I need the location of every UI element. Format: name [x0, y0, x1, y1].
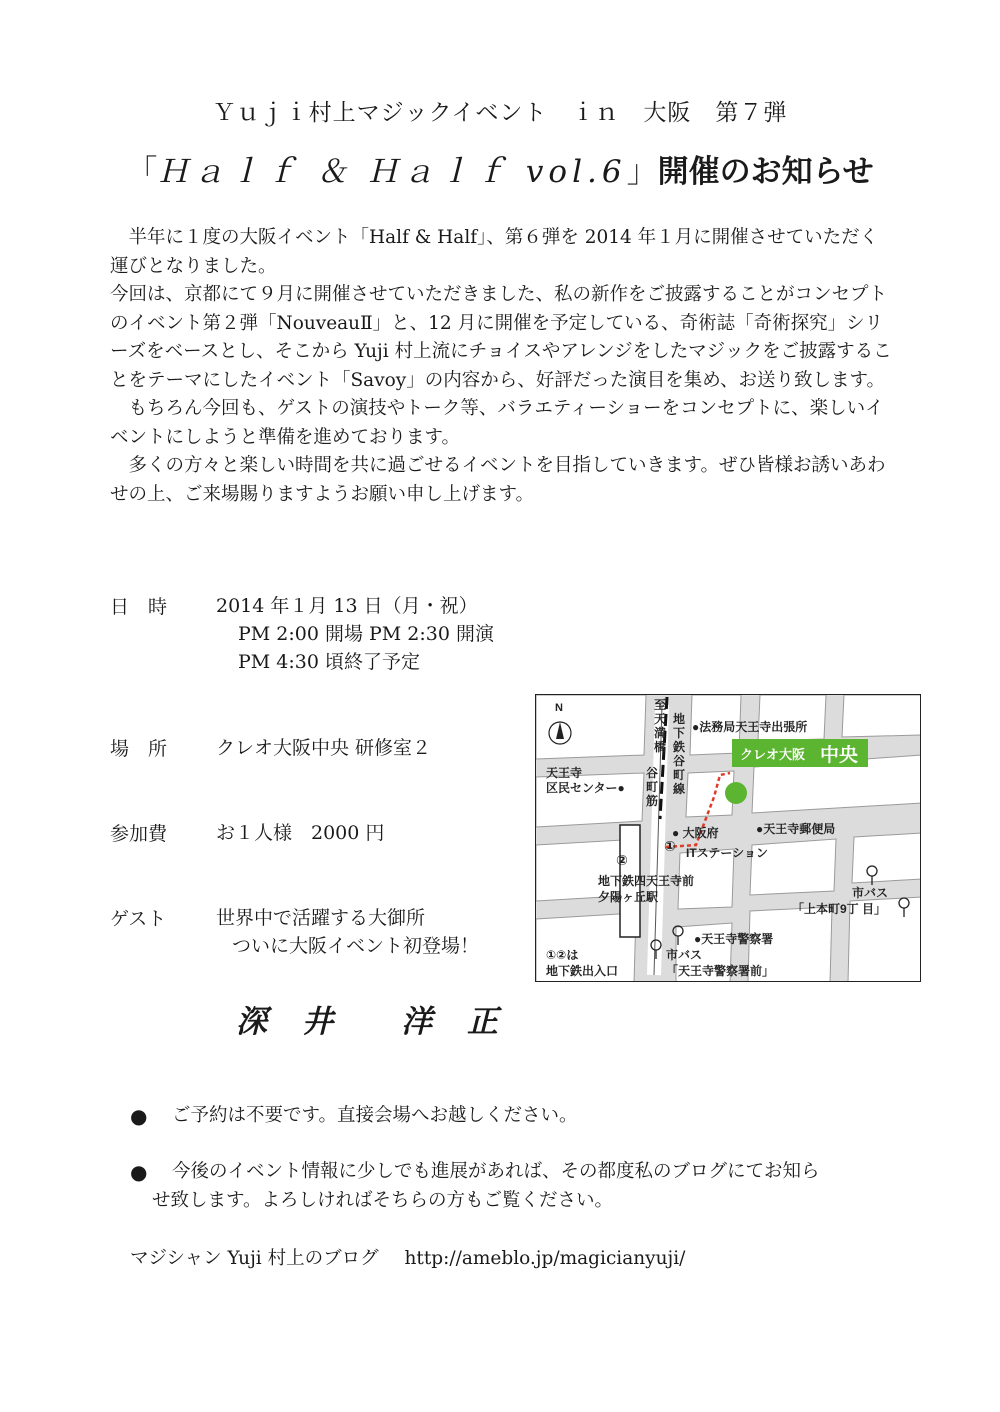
title-announcement: 開催のお知らせ [657, 154, 874, 190]
venue-label: 場 所 [110, 738, 168, 760]
map-exit-1: ① [664, 838, 676, 854]
note-2-line-2: せ致します。よろしければそちらの方もご覧ください。 [152, 1189, 614, 1211]
map-subway-1: 地 [673, 712, 686, 726]
intro-paragraph-2: 今回は、京都にて９月に開催させていただきました、私の新作をご披露することがコンセプトのイベント第２弾「NouveauⅡ」と、12 月に開催を予定している、奇術誌「奇術探究」シリーズをベースとし、そこから Yuji 村上流にチョイスやアレンジをしたマジックをご披露することをテーマにしたイベント「Savoy」の内容から、好評だった演目を集め、お送り致します。 [110, 284, 892, 391]
map-exit-2: ② [616, 852, 628, 868]
event-time-end: PM 4:30 頃終了予定 [238, 651, 420, 673]
map-bus-1: 市バス [852, 886, 889, 900]
blog-label: マジシャン Yuji 村上のブログ [130, 1248, 379, 1269]
map-it-station-2: ITステーション [686, 846, 768, 860]
map-subway-2: 下 [673, 726, 686, 740]
map-bus-stop-2: 「天王寺警察署前」 [666, 964, 775, 978]
map-station-2: 夕陽ヶ丘駅 [598, 890, 659, 904]
note-no-reservation [130, 1102, 890, 1131]
title-open-bracket: 「 [126, 154, 158, 190]
map-post-office: ●天王寺郵便局 [756, 822, 836, 836]
bullet-icon: ● [130, 1160, 148, 1184]
map-tenma-3: 満 [654, 726, 667, 740]
fee-label: 参加費 [110, 823, 168, 845]
map-subway-4: 谷 [673, 754, 686, 768]
map-tanimachi-2: 町 [646, 780, 659, 794]
intro-paragraph-3: もちろん今回も、ゲストの演技やトーク等、バラエティーショーをコンセプトに、楽しいイベントにしようと準備を進めております。 [110, 398, 884, 448]
map-subway-3: 鉄 [673, 740, 686, 754]
map-exit-note-2: 地下鉄出入口 [546, 964, 619, 978]
north-label: N [555, 702, 563, 714]
map-subway-6: 線 [673, 782, 686, 796]
intro-paragraph-4: 多くの方々と楽しい時間を共に過ごせるイベントを目指していきます。ぜひ皆様お誘いあわせの上、ご来場賜りますようお願い申し上げます。 [110, 455, 886, 505]
map-bus-2: 市バス [666, 948, 703, 962]
venue-value: クレオ大阪中央 研修室２ [216, 737, 432, 759]
map-ward-center-2: 区民センター● [546, 781, 625, 795]
map-exit-note-1: ①②は [546, 948, 579, 962]
map-subway-5: 町 [673, 768, 686, 782]
guest-debut: ついに大阪イベント初登場！ [232, 935, 480, 957]
intro-paragraph-1: 半年に１度の大阪イベント「Half & Half」、第６弾を 2014 年１月に開催させていただく運びとなりました。 [110, 227, 879, 277]
blog-url[interactable]: http://ameblo.jp/magicianyuji/ [404, 1248, 686, 1269]
map-tenma-1: 至 [654, 698, 667, 712]
blog-line [130, 1244, 685, 1270]
guest-name: 深 井 洋 正 [236, 1004, 500, 1040]
bullet-icon: ● [130, 1104, 148, 1128]
map-tanimachi-3: 筋 [646, 794, 659, 808]
map-legal-bureau: ●法務局天王寺出張所 [692, 720, 808, 734]
note-2-line-1: 今後のイベント情報に少しでも進展があれば、その都度私のブログにてお知ら [172, 1161, 820, 1182]
map-tenma-2: 天 [654, 712, 667, 726]
fee-value: お１人様 2000 円 [216, 822, 385, 844]
guest-label: ゲスト [110, 908, 167, 930]
map-venue-badge-b: 中央 [820, 745, 859, 766]
map-venue-badge-a: クレオ大阪 [740, 747, 806, 762]
map-police: ●天王寺警察署 [694, 932, 774, 946]
event-time-open: PM 2:00 開場 PM 2:30 開演 [238, 623, 495, 645]
map-tenma-4: 橋 [654, 740, 667, 754]
map-station-1: 地下鉄四天王寺前 [598, 874, 695, 888]
title-close-bracket: 」 [626, 154, 658, 190]
title-event-name: Ｈａｌｆ ＆ Ｈａｌｆ vol.6 [157, 154, 627, 190]
map-ward-center-1: 天王寺 [546, 766, 583, 780]
map-tanimachi-1: 谷 [646, 766, 659, 780]
venue-map [535, 694, 921, 982]
datetime-label: 日 時 [110, 596, 168, 618]
intro-text [110, 224, 892, 509]
page-title [0, 146, 1000, 191]
guest-description: 世界中で活躍する大御所 [216, 907, 426, 929]
event-date: 2014 年１月 13 日（月・祝） [216, 595, 478, 617]
note-1-text: ご予約は不要です。直接会場へお越しください。 [172, 1105, 578, 1126]
note-blog-updates [130, 1158, 890, 1215]
event-subtitle: Ｙｕｊｉ村上マジックイベント ｉｎ 大阪 第７弾 [212, 100, 788, 126]
map-it-station-1: ● 大阪府 [672, 826, 719, 840]
map-bus-stop-1: 「上本町9丁 目」 [792, 902, 887, 916]
